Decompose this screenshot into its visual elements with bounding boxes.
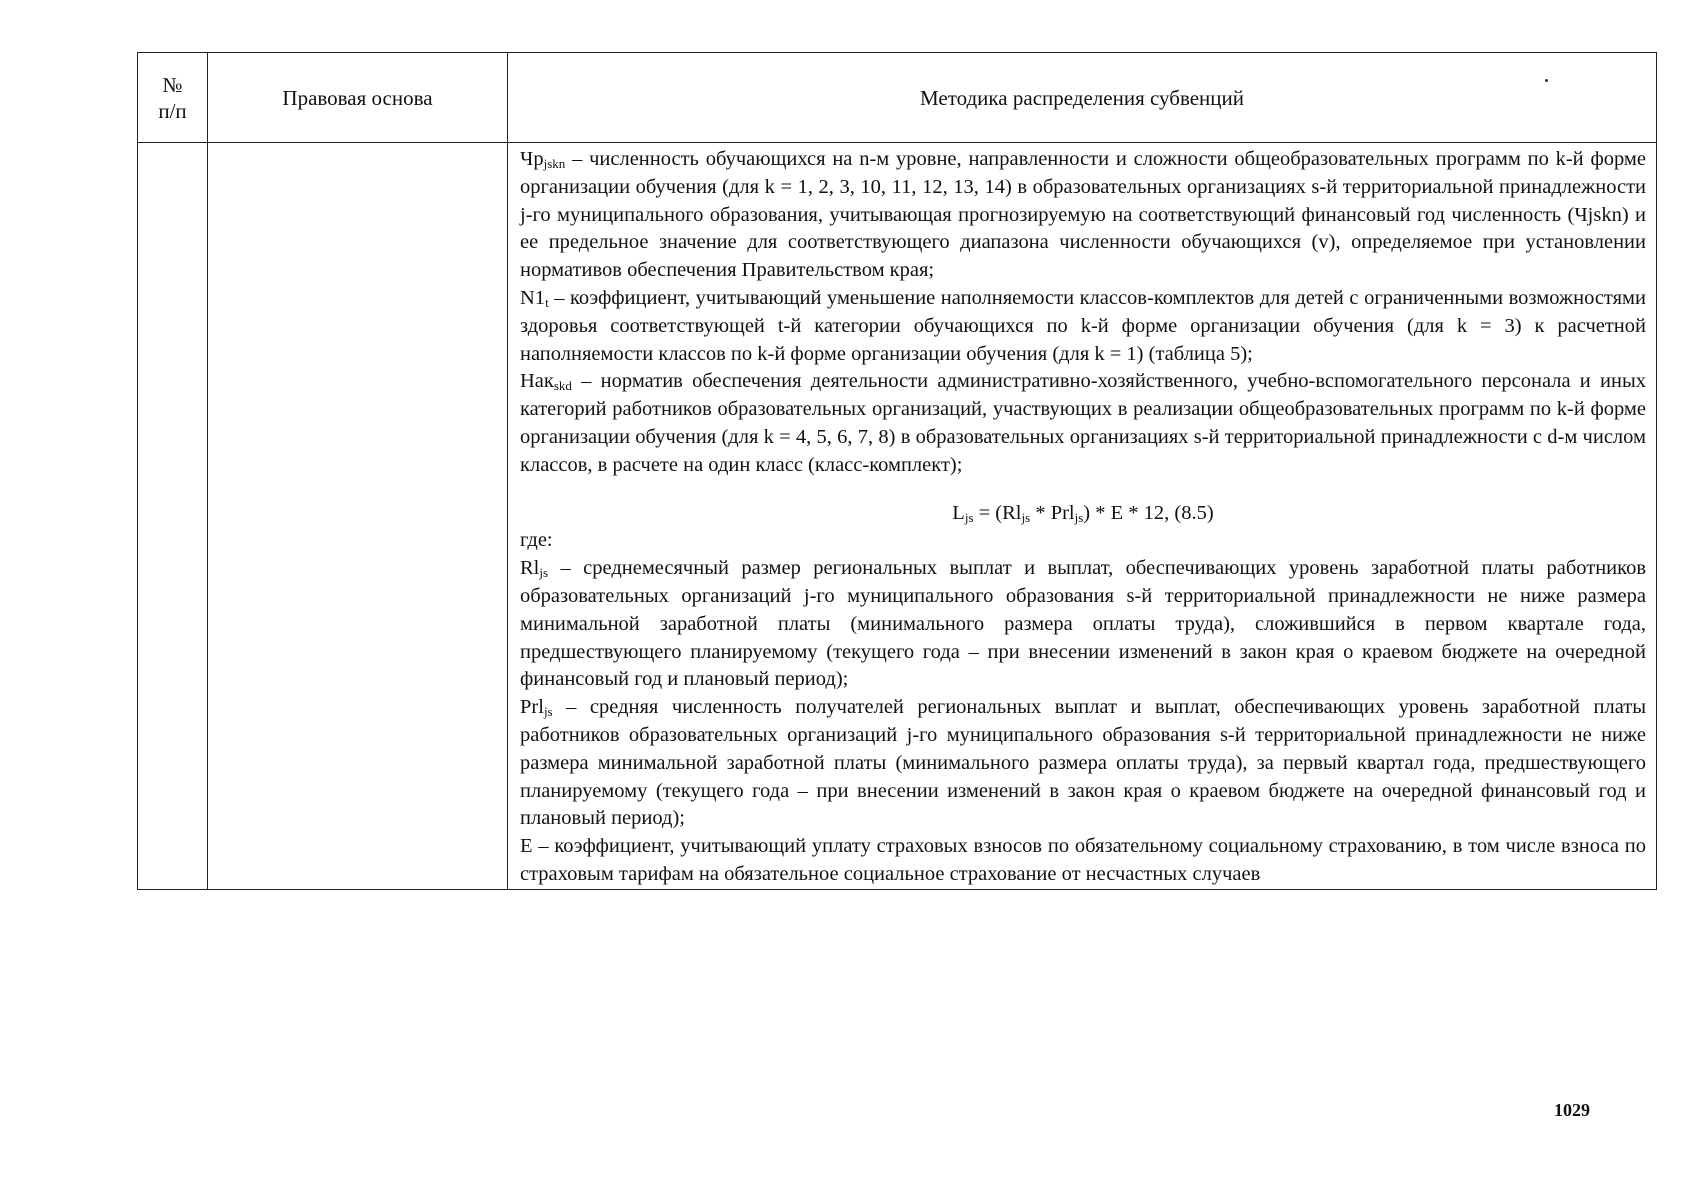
definition-prl xyxy=(520,694,1646,833)
methodology-text xyxy=(508,143,1656,889)
definition-text: – коэффициент, учитывающий уменьшение наполняемости классов-комплектов для детей с ограниченными возможностями здоровья соответствующей t-й категории обучающихся по k-й форме организации обучения (для k = 3) к расчетной наполняемости классов по k-й форме организации обучения (для k = 1) (таблица 5); xyxy=(520,286,1646,365)
definition-text: – среднемесячный размер региональных выплат и выплат, обеспечивающих уровень заработной платы работников образовательных организаций j-го муниципального образования s-й территориальной принадлежности не ниже размера минимальной заработной платы (минимального размера оплаты труда), сложившийся в первом квартале года, предшествующего планируемому (текущего года – при внесении изменений в закон края о краевом бюджете на очередной финансовый год и плановый период); xyxy=(520,557,1646,691)
table-row xyxy=(138,143,1657,890)
cell-num xyxy=(138,143,208,890)
header-legal-basis: Правовая основа xyxy=(208,53,508,143)
cell-legal-basis xyxy=(208,143,508,890)
formula-subscript: js xyxy=(1074,509,1084,525)
header-num: № п/п xyxy=(138,53,208,143)
header-methodology: Методика распределения субвенций xyxy=(508,53,1657,143)
page-number: 1029 xyxy=(1554,1100,1590,1120)
paragraph-n1 xyxy=(520,285,1646,368)
formula-subscript: js xyxy=(1021,509,1031,525)
symbol: Prl xyxy=(520,696,544,719)
definition-text: – средняя численность получателей региональных выплат и выплат, обеспечивающих уровень заработной платы работников образовательных организаций j-го муниципального образования s-й территориальной принадлежности не ниже размера минимальной заработной платы (минимального размера оплаты труда), за первый квартал года, предшествующего планируемому (текущего года – при внесении изменений в закон края о краевом бюджете на очередной финансовый год и плановый период); xyxy=(520,696,1646,830)
definition-text: – норматив обеспечения деятельности административно-хозяйственного, учебно-вспомогательного персонала и иных категорий работников образовательных организаций, участвующих в реализации общеобразовательных программ по k-й форме организации обучения (для k = 4, 5, 6, 7, 8) в образовательных организациях s-й территориальной принадлежности с d-м числом классов, в расчете на один класс (класс-комплект); xyxy=(520,370,1646,476)
methodology-table xyxy=(137,52,1657,890)
definition-e xyxy=(520,833,1646,889)
where-label: где: xyxy=(520,529,553,552)
formula-lhs: L xyxy=(952,501,965,524)
symbol-subscript: js xyxy=(543,704,553,720)
formula-part: * Prl xyxy=(1030,501,1075,524)
symbol: N1 xyxy=(520,286,546,309)
paragraph-chr xyxy=(520,146,1646,285)
paragraph-nak xyxy=(520,368,1646,479)
symbol: Е xyxy=(520,835,533,858)
table-header-row xyxy=(138,53,1657,143)
symbol: Нак xyxy=(520,370,554,393)
symbol-subscript: t xyxy=(545,294,549,310)
symbol-subscript: jskn xyxy=(543,156,566,171)
symbol-subscript: skd xyxy=(553,378,572,394)
definition-text: – численность обучающихся на n-м уровне, направленности и сложности общеобразовательных программ по k-й форме организации обучения (для k = 1, 2, 3, 10, 11, 12, 13, 14) в образовательных организациях s-й территориальной принадлежности j-го муниципального образования, учитывающая прогнозируемую на соответствующий финансовый год численность (Чjskn) и ее предельное значение для соответствующего диапазона численности обучающихся (v), определяемое при установлении нормативов обеспечения Правительством края; xyxy=(520,148,1646,282)
formula-subscript: js xyxy=(964,509,974,525)
formula-part: ) * E * 12, (8.5) xyxy=(1083,501,1214,524)
formula-8-5 xyxy=(520,500,1646,528)
formula-part: = (Rl xyxy=(973,501,1022,524)
definition-rl xyxy=(520,555,1646,694)
definition-text: – коэффициент, учитывающий уплату страховых взносов по обязательному социальному страхованию, в том числе взноса по страховым тарифам на обязательное социальное страхование от несчастных случаев xyxy=(520,835,1646,885)
symbol: Rl xyxy=(520,557,540,580)
symbol-subscript: js xyxy=(539,565,549,581)
symbol: Чр xyxy=(520,148,544,170)
cell-methodology xyxy=(508,143,1657,890)
